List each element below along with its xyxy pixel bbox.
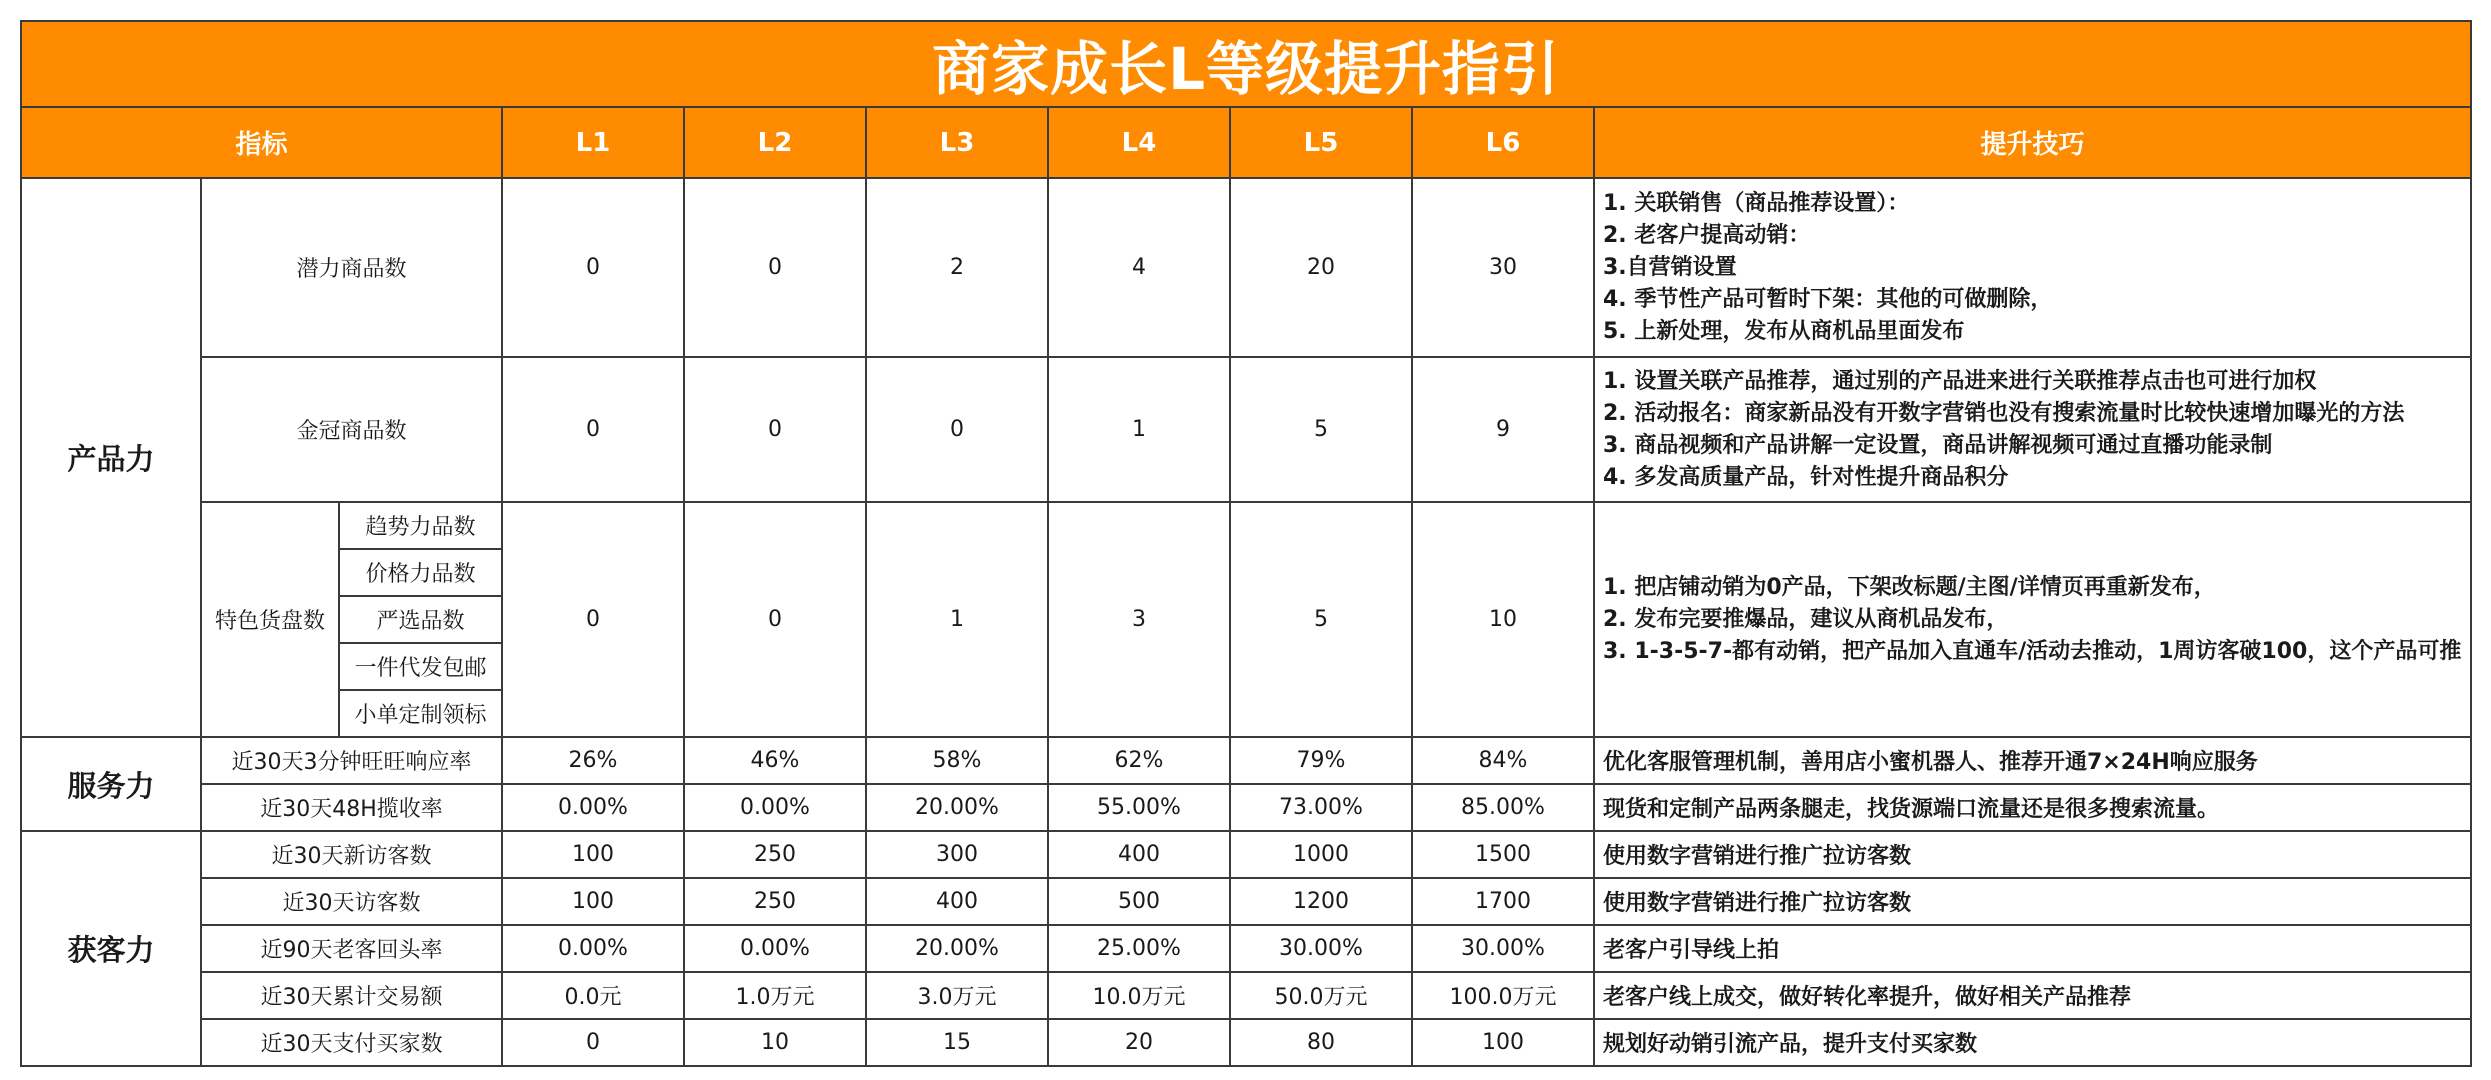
table-row <box>21 784 2471 831</box>
table-row <box>21 357 2471 502</box>
value-cell: 15 <box>866 1019 1048 1066</box>
table-row <box>21 878 2471 925</box>
value-cell: 30 <box>1412 178 1594 357</box>
sub-metric: 一件代发包邮 <box>339 643 502 690</box>
header-level: L1 <box>502 107 684 178</box>
value-cell: 0.0元 <box>502 972 684 1019</box>
value-cell: 1500 <box>1412 831 1594 878</box>
value-cell: 0 <box>684 357 866 502</box>
value-cell: 1700 <box>1412 878 1594 925</box>
value-cell: 50.0万元 <box>1230 972 1412 1019</box>
value-cell: 58% <box>866 737 1048 784</box>
header-level: L5 <box>1230 107 1412 178</box>
metric-name: 近30天48H揽收率 <box>201 784 502 831</box>
tip-line: 5. 上新处理，发布从商机品里面发布 <box>1603 318 1965 344</box>
tips-cell <box>1594 178 2471 357</box>
value-cell: 46% <box>684 737 866 784</box>
tips-cell <box>1594 502 2471 737</box>
table-row <box>21 502 2471 549</box>
metric-name: 近30天3分钟旺旺响应率 <box>201 737 502 784</box>
value-cell: 0.00% <box>684 925 866 972</box>
value-cell: 10 <box>684 1019 866 1066</box>
sub-metric: 小单定制领标 <box>339 690 502 737</box>
value-cell: 30.00% <box>1412 925 1594 972</box>
value-cell: 400 <box>1048 831 1230 878</box>
value-cell: 5 <box>1230 357 1412 502</box>
value-cell: 0 <box>502 178 684 357</box>
value-cell: 250 <box>684 878 866 925</box>
page-title: 商家成长L等级提升指引 <box>21 21 2471 107</box>
tip-line: 2. 活动报名：商家新品没有开数字营销也没有搜索流量时比较快速增加曝光的方法 <box>1603 400 2405 426</box>
value-cell: 1000 <box>1230 831 1412 878</box>
value-cell: 9 <box>1412 357 1594 502</box>
tip-line: 3. 1-3-5-7-都有动销，把产品加入直通车/活动去推动，1周访客破100，这个产品可推 <box>1603 638 2462 664</box>
tip-line: 4. 多发高质量产品，针对性提升商品积分 <box>1603 464 2009 490</box>
header-level: L3 <box>866 107 1048 178</box>
value-cell: 1200 <box>1230 878 1412 925</box>
table-row <box>21 737 2471 784</box>
metric-name: 近30天累计交易额 <box>201 972 502 1019</box>
value-cell: 4 <box>1048 178 1230 357</box>
tips-cell: 老客户线上成交，做好转化率提升，做好相关产品推荐 <box>1594 972 2471 1019</box>
value-cell: 20.00% <box>866 925 1048 972</box>
value-cell: 100 <box>502 831 684 878</box>
value-cell: 0 <box>684 502 866 737</box>
sub-metric: 趋势力品数 <box>339 502 502 549</box>
tip-line: 1. 关联销售（商品推荐设置）： <box>1603 190 1910 216</box>
tip-line: 2. 老客户提高动销： <box>1603 222 1811 248</box>
table-row <box>21 178 2471 357</box>
header-level: L6 <box>1412 107 1594 178</box>
value-cell: 3 <box>1048 502 1230 737</box>
tip-line: 3.自营销设置 <box>1603 254 1737 280</box>
value-cell: 0.00% <box>502 784 684 831</box>
table-row <box>21 972 2471 1019</box>
value-cell: 80 <box>1230 1019 1412 1066</box>
value-cell: 250 <box>684 831 866 878</box>
value-cell: 26% <box>502 737 684 784</box>
tips-cell: 优化客服管理机制，善用店小蜜机器人、推荐开通7×24H响应服务 <box>1594 737 2471 784</box>
value-cell: 25.00% <box>1048 925 1230 972</box>
table-row <box>21 1019 2471 1066</box>
value-cell: 62% <box>1048 737 1230 784</box>
value-cell: 20.00% <box>866 784 1048 831</box>
sub-metric: 严选品数 <box>339 596 502 643</box>
metric-name: 近90天老客回头率 <box>201 925 502 972</box>
value-cell: 0.00% <box>502 925 684 972</box>
tips-cell: 使用数字营销进行推广拉访客数 <box>1594 831 2471 878</box>
value-cell: 20 <box>1230 178 1412 357</box>
value-cell: 10 <box>1412 502 1594 737</box>
value-cell: 84% <box>1412 737 1594 784</box>
table-row <box>21 831 2471 878</box>
metric-name: 金冠商品数 <box>201 357 502 502</box>
value-cell: 0 <box>502 1019 684 1066</box>
metric-name: 近30天新访客数 <box>201 831 502 878</box>
header-level: L4 <box>1048 107 1230 178</box>
value-cell: 20 <box>1048 1019 1230 1066</box>
tip-line: 3. 商品视频和产品讲解一定设置，商品讲解视频可通过直播功能录制 <box>1603 432 2273 458</box>
value-cell: 5 <box>1230 502 1412 737</box>
value-cell: 500 <box>1048 878 1230 925</box>
value-cell: 0 <box>502 502 684 737</box>
value-cell: 2 <box>866 178 1048 357</box>
tips-cell <box>1594 357 2471 502</box>
value-cell: 10.0万元 <box>1048 972 1230 1019</box>
value-cell: 1 <box>866 502 1048 737</box>
metric-name: 潜力商品数 <box>201 178 502 357</box>
tips-cell: 规划好动销引流产品，提升支付买家数 <box>1594 1019 2471 1066</box>
value-cell: 100.0万元 <box>1412 972 1594 1019</box>
value-cell: 0.00% <box>684 784 866 831</box>
level-guide-table <box>20 20 2472 1067</box>
value-cell: 73.00% <box>1230 784 1412 831</box>
metric-name: 近30天访客数 <box>201 878 502 925</box>
table-row <box>21 925 2471 972</box>
value-cell: 30.00% <box>1230 925 1412 972</box>
metric-name: 特色货盘数 <box>201 502 339 737</box>
tips-cell: 老客户引导线上拍 <box>1594 925 2471 972</box>
tips-cell: 现货和定制产品两条腿走，找货源端口流量还是很多搜索流量。 <box>1594 784 2471 831</box>
tip-line: 2. 发布完要推爆品，建议从商机品发布， <box>1603 606 2009 632</box>
header-level: L2 <box>684 107 866 178</box>
category-acquire: 获客力 <box>21 831 201 1066</box>
tip-line: 4. 季节性产品可暂时下架：其他的可做删除， <box>1603 286 2053 312</box>
tips-cell: 使用数字营销进行推广拉访客数 <box>1594 878 2471 925</box>
value-cell: 3.0万元 <box>866 972 1048 1019</box>
value-cell: 79% <box>1230 737 1412 784</box>
value-cell: 55.00% <box>1048 784 1230 831</box>
value-cell: 300 <box>866 831 1048 878</box>
value-cell: 85.00% <box>1412 784 1594 831</box>
sub-metric: 价格力品数 <box>339 549 502 596</box>
category-service: 服务力 <box>21 737 201 831</box>
header-indicator: 指标 <box>21 107 502 178</box>
category-product: 产品力 <box>21 178 201 737</box>
value-cell: 0 <box>866 357 1048 502</box>
tip-line: 1. 设置关联产品推荐，通过别的产品进来进行关联推荐点击也可进行加权 <box>1603 368 2317 394</box>
header-tips: 提升技巧 <box>1594 107 2471 178</box>
value-cell: 100 <box>502 878 684 925</box>
value-cell: 0 <box>684 178 866 357</box>
value-cell: 1 <box>1048 357 1230 502</box>
value-cell: 1.0万元 <box>684 972 866 1019</box>
tip-line: 1. 把店铺动销为0产品，下架改标题/主图/详情页再重新发布， <box>1603 574 2216 600</box>
value-cell: 100 <box>1412 1019 1594 1066</box>
metric-name: 近30天支付买家数 <box>201 1019 502 1066</box>
value-cell: 0 <box>502 357 684 502</box>
value-cell: 400 <box>866 878 1048 925</box>
